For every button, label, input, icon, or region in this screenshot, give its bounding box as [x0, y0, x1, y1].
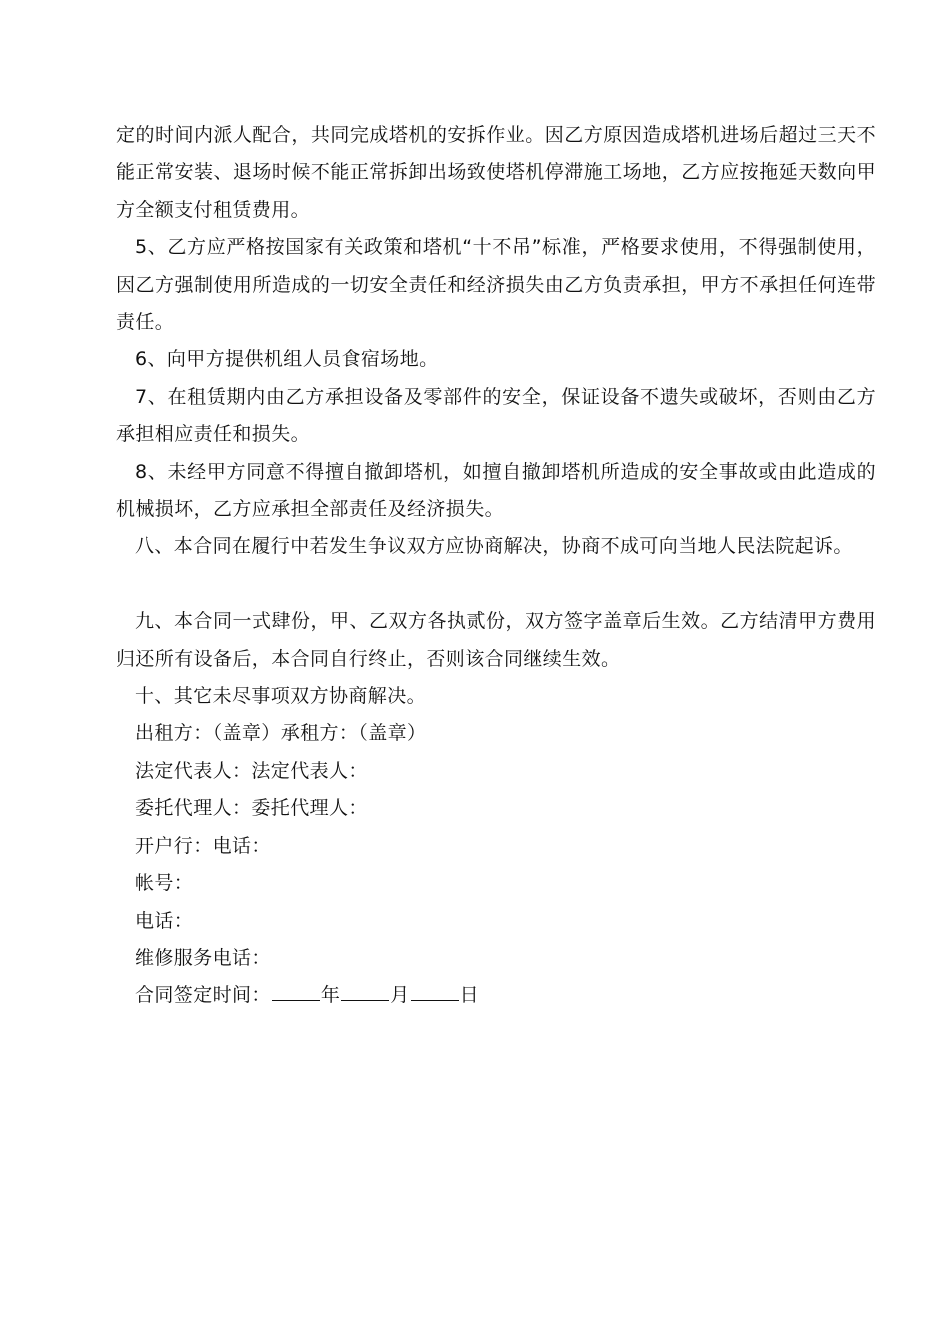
signature-lessor-lessee: 出租方：（盖章）承租方：（盖章）: [135, 722, 427, 745]
month-label: 月: [390, 984, 410, 1007]
signature-date: [116, 977, 876, 1014]
signature-legal-representative: 法定代表人：法定代表人：: [135, 759, 368, 782]
paragraph-continuation: 定的时间内派人配合，共同完成塔机的安拆作业。因乙方原因造成塔机进场后超过三天不能正常安装、退场时候不能正常拆卸出场致使塔机停滞施工场地，乙方应按拖延天数向甲方全额支付租赁费用。: [116, 124, 876, 221]
signature-agent: 委托代理人：委托代理人：: [135, 797, 368, 820]
paragraph-article-10: 十、其它未尽事项双方协商解决。: [135, 685, 427, 708]
paragraph-clause-7: 7、在租赁期内由乙方承担设备及零部件的安全，保证设备不遗失或破坏，否则由乙方承担相应责任和损失。: [116, 385, 876, 446]
paragraph-clause-5: 5、乙方应严格按国家有关政策和塔机“十不吊”标准，严格要求使用，不得强制使用，因乙方强制使用所造成的一切安全责任和经济损失由乙方负责承担，甲方不承担任何连带责任。: [116, 236, 876, 334]
date-label: 合同签定时间：: [135, 984, 271, 1007]
signature-bank-phone: 开户行：电话：: [135, 834, 271, 857]
year-blank: [272, 981, 320, 1001]
signature-service-phone: 维修服务电话：: [135, 946, 271, 969]
day-label: 日: [459, 984, 480, 1007]
day-blank: [411, 981, 459, 1001]
signature-account: 帐号：: [135, 872, 194, 895]
paragraph-article-8: 八、本合同在履行中若发生争议双方应协商解决，协商不成可向当地人民法院起诉。: [135, 535, 853, 558]
blank-line: [116, 566, 876, 603]
document-body: [116, 117, 876, 1015]
paragraph-clause-6: 6、向甲方提供机组人员食宿场地。: [135, 348, 439, 371]
month-blank: [341, 981, 389, 1001]
paragraph-article-9: 九、本合同一式肆份，甲、乙双方各执贰份，双方签字盖章后生效。乙方结清甲方费用归还所有设备后，本合同自行终止，否则该合同继续生效。: [116, 610, 876, 670]
paragraph-clause-8: 8、未经甲方同意不得擅自撤卸塔机，如擅自撤卸塔机所造成的安全事故或由此造成的机械损坏，乙方应承担全部责任及经济损失。: [116, 460, 876, 521]
signature-phone: 电话：: [135, 909, 194, 932]
year-label: 年: [320, 984, 341, 1007]
